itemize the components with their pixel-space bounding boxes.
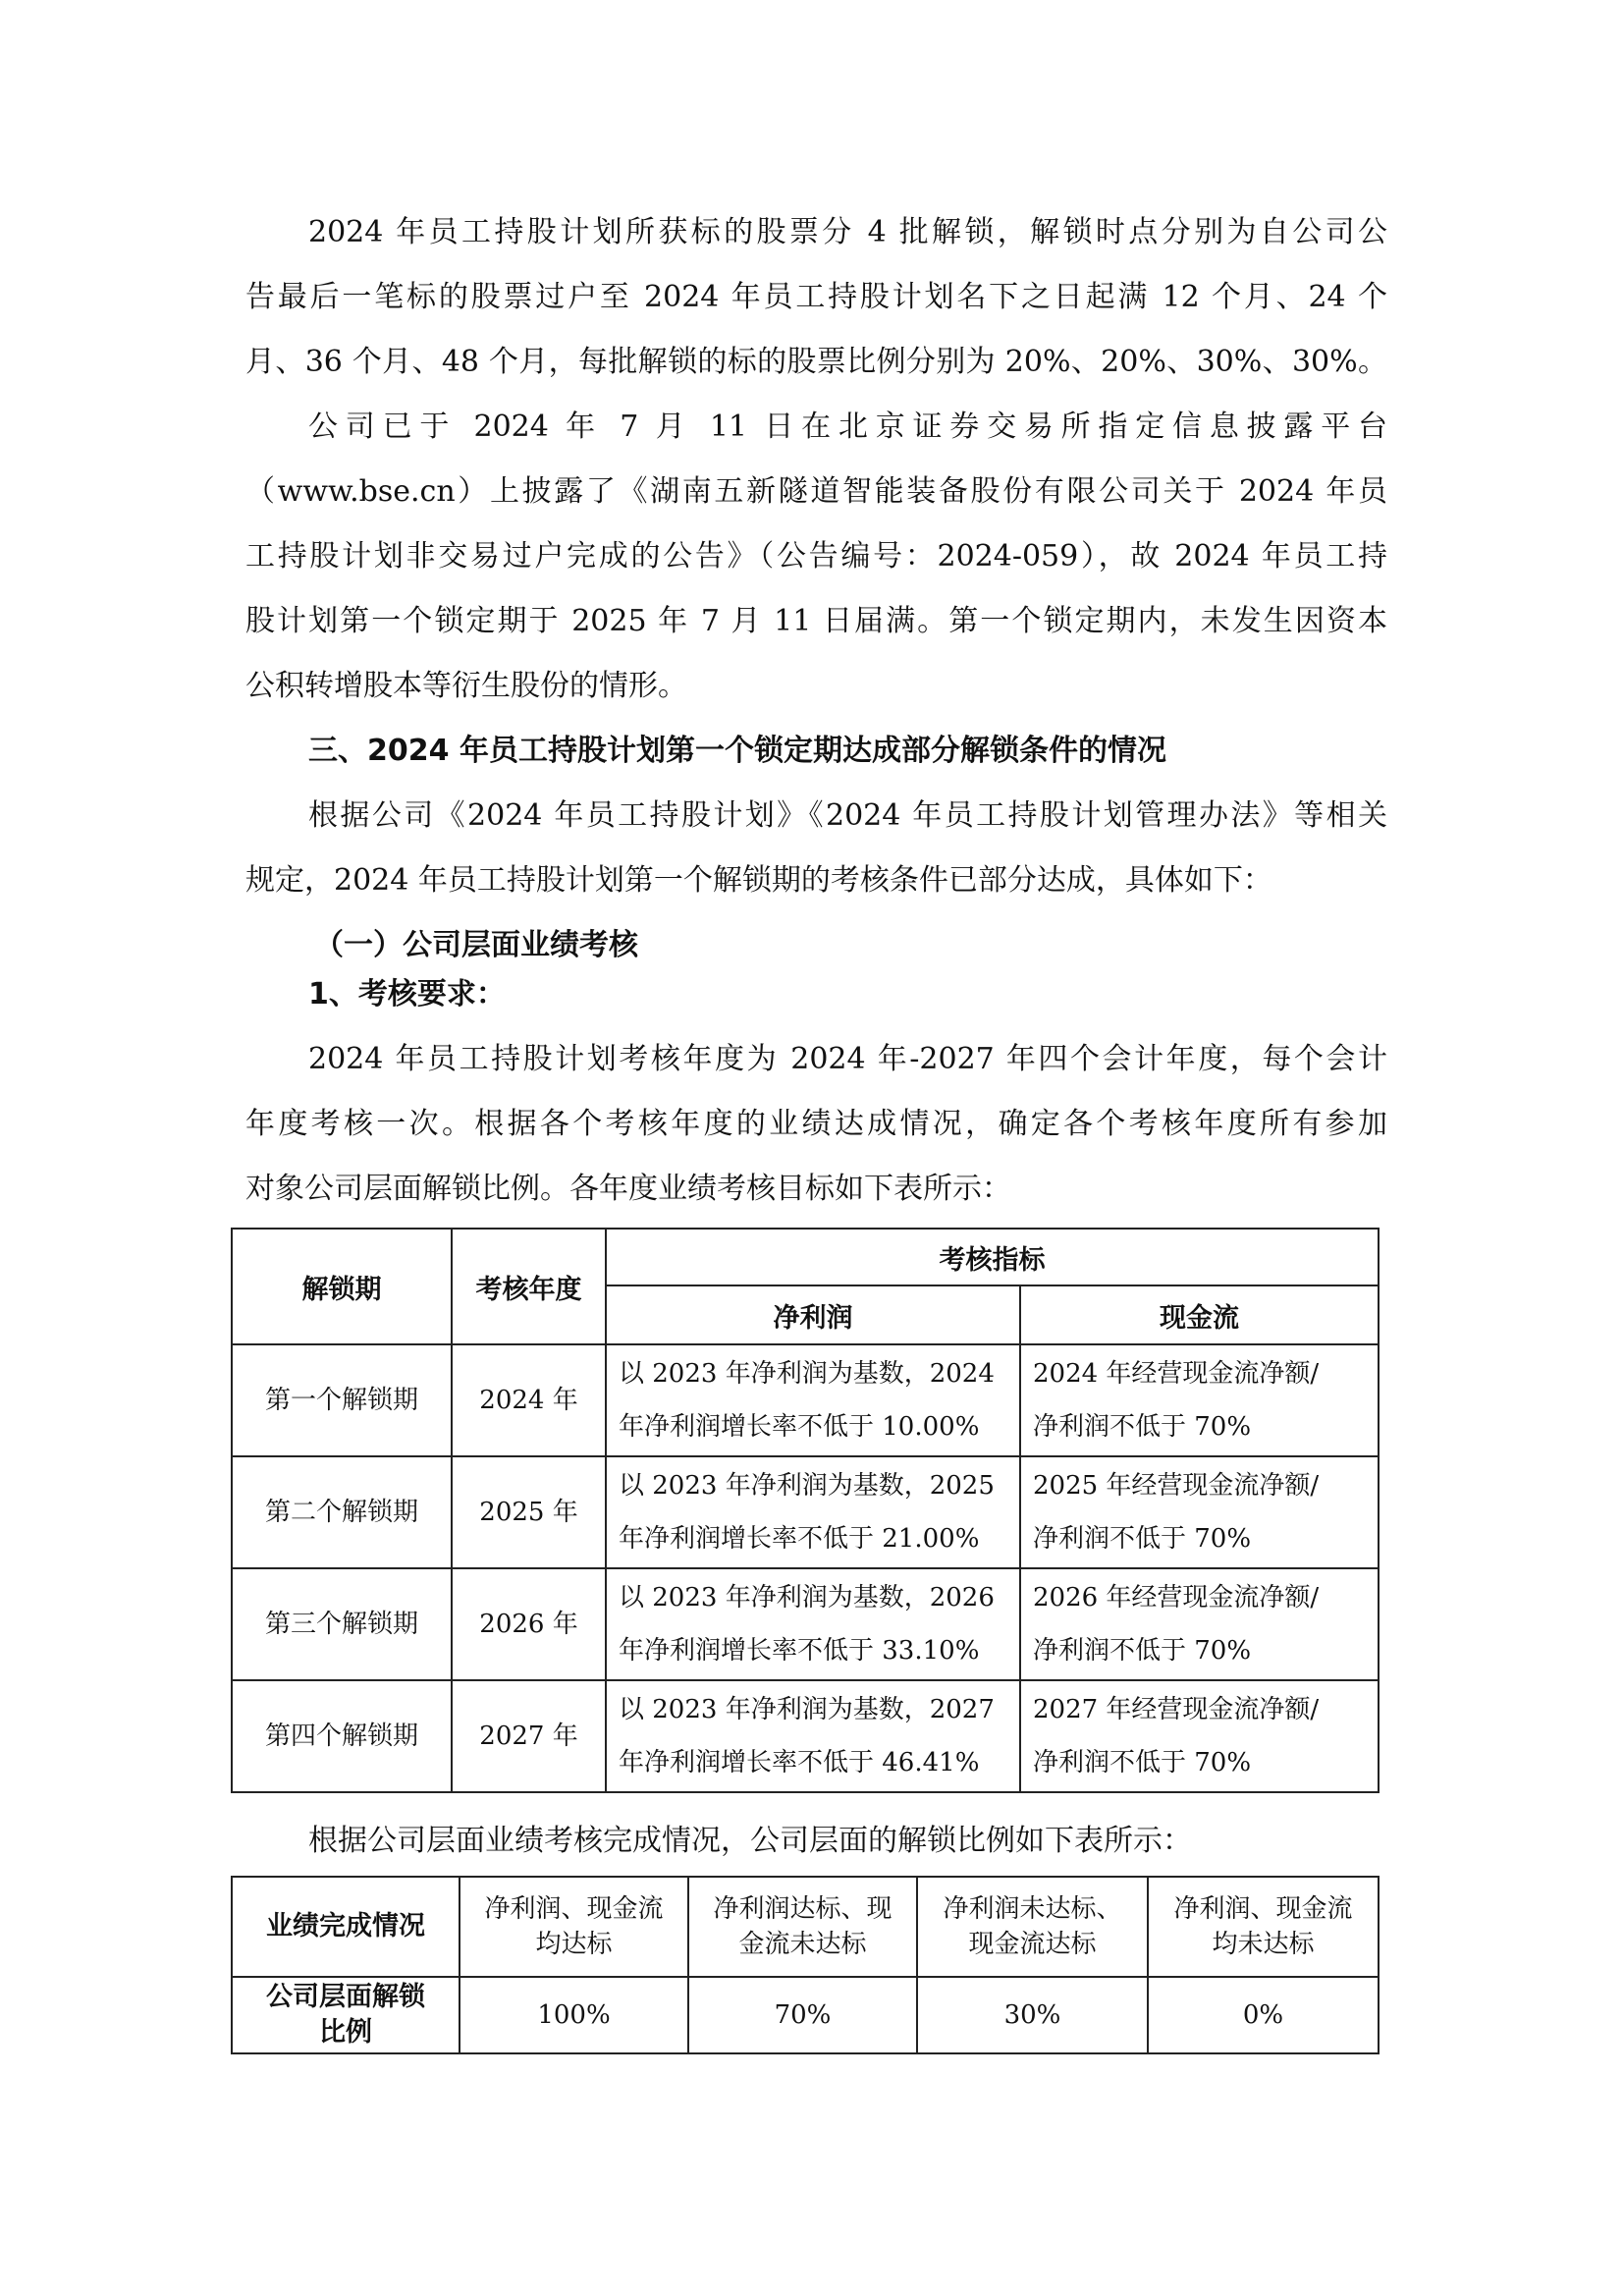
text-line: 根据公司《2024 年员工持股计划》《2024 年员工持股计划管理办法》等相关 <box>308 798 1387 833</box>
cell-condition: 净利润未达标、 现金流达标 <box>917 1877 1148 1977</box>
section-heading-3: 三、2024 年员工持股计划第一个锁定期达成部分解锁条件的情况 <box>308 734 1166 768</box>
cell-cash-flow: 2027 年经营现金流净额/ 净利润不低于 70% <box>1020 1680 1379 1792</box>
paragraph-rules <box>245 784 1387 913</box>
text-line: （www.bse.cn）上披露了《湖南五新隧道智能装备股份有限公司关于 2024 年员 <box>245 474 1387 509</box>
cell-condition: 净利润、现金流 均达标 <box>460 1877 688 1977</box>
header-unlock-period: 解锁期 <box>232 1229 452 1344</box>
text-line: 工持股计划非交易过户完成的公告》（公告编号：2024-059），故 2024 年员工持 <box>245 539 1387 574</box>
text-line: 2024 年员工持股计划考核年度为 2024 年-2027 年四个会计年度，每个会计 <box>308 1042 1387 1076</box>
cell-ratio: 30% <box>917 1977 1148 2053</box>
cell-net-profit: 以 2023 年净利润为基数，2025 年净利润增长率不低于 21.00% <box>606 1456 1020 1568</box>
table-row <box>232 1877 1379 1977</box>
text-line: 公积转增股本等衍生股份的情形。 <box>245 669 687 703</box>
cell-period: 第一个解锁期 <box>232 1344 452 1456</box>
cell-year: 2025 年 <box>452 1456 606 1568</box>
text-line: 对象公司层面解锁比例。各年度业绩考核目标如下表所示： <box>245 1172 1011 1206</box>
text-line: 公司已于 2024 年 7 月 11 日在北京证券交易所指定信息披露平台 <box>308 410 1387 444</box>
header-indicators: 考核指标 <box>606 1229 1379 1285</box>
cell-condition: 净利润、现金流 均未达标 <box>1148 1877 1379 1977</box>
cell-period: 第二个解锁期 <box>232 1456 452 1568</box>
cell-year: 2027 年 <box>452 1680 606 1792</box>
cell-cash-flow: 2025 年经营现金流净额/ 净利润不低于 70% <box>1020 1456 1379 1568</box>
assessment-target-table <box>231 1228 1380 1793</box>
table-row <box>232 1456 1379 1568</box>
cell-period: 第四个解锁期 <box>232 1680 452 1792</box>
cell-ratio: 70% <box>688 1977 917 2053</box>
item-heading: 1、考核要求： <box>308 977 506 1011</box>
text-line: 规定，2024 年员工持股计划第一个解锁期的考核条件已部分达成，具体如下： <box>245 863 1272 898</box>
cell-net-profit: 以 2023 年净利润为基数，2027 年净利润增长率不低于 46.41% <box>606 1680 1020 1792</box>
paragraph-unlock-schedule <box>245 200 1387 395</box>
cell-period: 第三个解锁期 <box>232 1568 452 1680</box>
cell-year: 2026 年 <box>452 1568 606 1680</box>
text-line: 月、36 个月、48 个月，每批解锁的标的股票比例分别为 20%、20%、30%、30%。 <box>245 345 1387 379</box>
table-row <box>232 1344 1379 1456</box>
paragraph-disclosure <box>245 395 1387 719</box>
unlock-ratio-table <box>231 1876 1380 2054</box>
text-line: 股计划第一个锁定期于 2025 年 7 月 11 日届满。第一个锁定期内，未发生因资本 <box>245 604 1387 638</box>
header-assessment-year: 考核年度 <box>452 1229 606 1344</box>
table-row <box>232 1977 1379 2053</box>
table-row <box>232 1680 1379 1792</box>
cell-year: 2024 年 <box>452 1344 606 1456</box>
table-row <box>232 1568 1379 1680</box>
paragraph-unlock-ratio-intro: 根据公司层面业绩考核完成情况，公司层面的解锁比例如下表所示： <box>308 1824 1192 1858</box>
cell-net-profit: 以 2023 年净利润为基数，2026 年净利润增长率不低于 33.10% <box>606 1568 1020 1680</box>
cell-ratio: 100% <box>460 1977 688 2053</box>
cell-condition: 净利润达标、现 金流未达标 <box>688 1877 917 1977</box>
text-line: 告最后一笔标的股票过户至 2024 年员工持股计划名下之日起满 12 个月、24 个 <box>245 280 1387 314</box>
paragraph-assessment <box>245 1027 1387 1222</box>
cell-cash-flow: 2026 年经营现金流净额/ 净利润不低于 70% <box>1020 1568 1379 1680</box>
header-net-profit: 净利润 <box>606 1285 1020 1344</box>
header-company-unlock-ratio: 公司层面解锁 比例 <box>232 1977 460 2053</box>
cell-net-profit: 以 2023 年净利润为基数，2024 年净利润增长率不低于 10.00% <box>606 1344 1020 1456</box>
header-performance: 业绩完成情况 <box>232 1877 460 1977</box>
text-line: 年度考核一次。根据各个考核年度的业绩达成情况，确定各个考核年度所有参加 <box>245 1107 1387 1141</box>
cell-ratio: 0% <box>1148 1977 1379 2053</box>
text-line: 2024 年员工持股计划所获标的股票分 4 批解锁，解锁时点分别为自公司公 <box>308 215 1387 249</box>
sub-heading: （一）公司层面业绩考核 <box>314 928 638 962</box>
header-cash-flow: 现金流 <box>1020 1285 1379 1344</box>
cell-cash-flow: 2024 年经营现金流净额/ 净利润不低于 70% <box>1020 1344 1379 1456</box>
